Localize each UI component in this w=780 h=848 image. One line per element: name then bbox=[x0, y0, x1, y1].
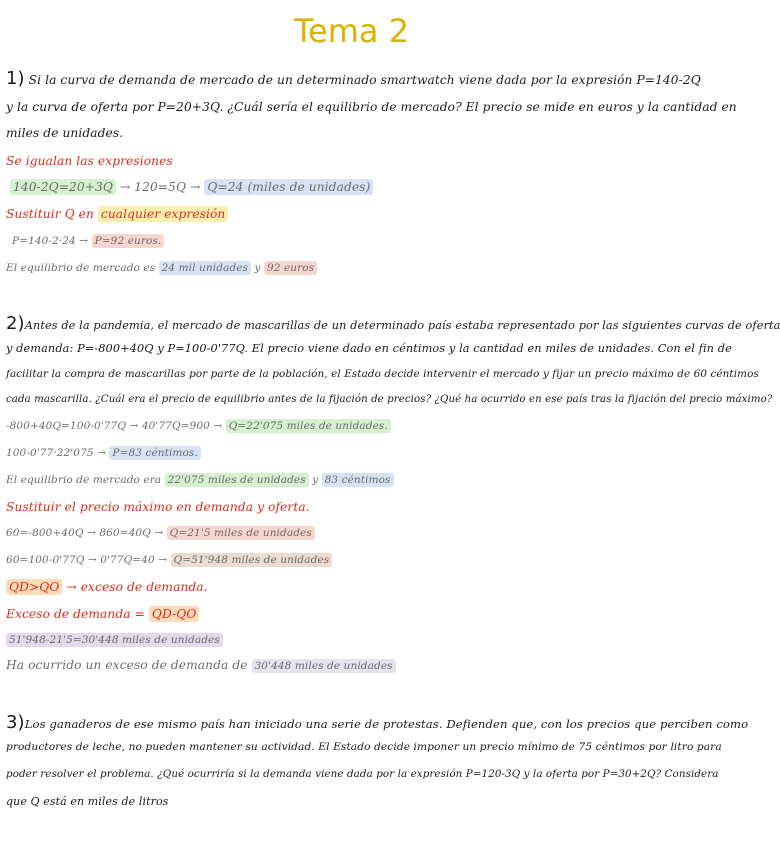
q1-concl-text: El equilibrio de mercado es bbox=[6, 262, 159, 274]
q3-number: 3) bbox=[6, 712, 25, 733]
q1-line3: miles de unidades. bbox=[6, 126, 124, 140]
q2-final bbox=[6, 658, 396, 672]
q2-line2: y demanda: P=-800+40Q y P=100-0'77Q. El precio viene dado en céntimos y la cantidad en miles de unidades. Con el fin de bbox=[6, 342, 732, 355]
q1-concl-and: y bbox=[251, 262, 264, 274]
q2-text-1: Antes de la pandemia, el mercado de mascarillas de un determinado país estaba representado por las siguientes curvas de oferta bbox=[24, 319, 780, 332]
q2-final-text: Ha ocurrido un exceso de demanda de bbox=[6, 658, 252, 672]
q1-line1 bbox=[6, 68, 701, 89]
q2-inequality bbox=[6, 580, 208, 594]
q1-line2: y la curva de oferta por P=20+3Q. ¿Cuál sería el equilibrio de mercado? El precio se mide en euros y la cantidad en bbox=[6, 100, 737, 114]
q1-step2-equation bbox=[12, 235, 164, 247]
q2-concl-price: 83 céntimos bbox=[322, 473, 394, 487]
q1-eq-equal-highlight: 140-2Q=20+3Q bbox=[10, 179, 116, 195]
q2-eq3 bbox=[6, 527, 315, 539]
q2-excess-highlight: QD-QO bbox=[149, 606, 200, 622]
q3-line2: productores de leche, no pueden mantener su actividad. El Estado decide imponer un precio mínimo de 75 céntimos por litro para bbox=[6, 741, 722, 753]
q1-conclusion bbox=[6, 262, 317, 274]
q2-eq1 bbox=[6, 420, 391, 432]
q2-excess-formula bbox=[6, 607, 199, 621]
q1-concl-price: 92 euros bbox=[264, 261, 317, 275]
q2-eq2-a: 100-0'77·22'075 → bbox=[6, 447, 110, 459]
q2-line4: cada mascarilla. ¿Cuál era el precio de equilibrio antes de la fijación de precios? ¿Qué ha ocurrido en ese país tras la fijación del precio máximo? bbox=[6, 394, 773, 405]
q2-eq4 bbox=[6, 554, 332, 566]
q2-step-label: Sustituir el precio máximo en demanda y oferta. bbox=[6, 500, 310, 514]
page-title: Tema 2 bbox=[293, 12, 410, 50]
q1-eq-mid: → 120=5Q → bbox=[116, 180, 205, 194]
q1-text-1: Si la curva de demanda de mercado de un determinado smartwatch viene dada por la expresión P=140-2Q bbox=[28, 73, 701, 87]
q2-concl-quantity: 22'075 miles de unidades bbox=[165, 473, 309, 487]
q1-step2-label-b: cualquier expresión bbox=[98, 206, 228, 222]
q3-text-1: Los ganaderos de ese mismo país han iniciado una serie de protestas. Defienden que, con los precios que perciben como bbox=[24, 717, 749, 731]
q2-eq4-q-result: Q=51'948 miles de unidades bbox=[171, 553, 333, 567]
q2-eq1-q-result: Q=22'075 miles de unidades. bbox=[226, 419, 391, 433]
q1-number: 1) bbox=[6, 68, 25, 89]
q2-eq5 bbox=[6, 634, 223, 646]
q3-line3: poder resolver el problema. ¿Qué ocurriría si la demanda viene dada por la expresión P=120-3Q y la oferta por P=30+2Q? Considera bbox=[6, 768, 719, 780]
q1-step2-label-a: Sustituir Q en bbox=[6, 207, 98, 221]
q3-line4: que Q está en miles de litros bbox=[6, 795, 169, 808]
q2-eq3-q-result: Q=21'5 miles de unidades bbox=[167, 526, 315, 540]
q2-concl-text: El equilibrio de mercado era bbox=[6, 474, 165, 486]
q2-concl-and: y bbox=[308, 474, 322, 486]
q2-ineq-highlight: QD>QO bbox=[6, 579, 62, 595]
q2-eq2 bbox=[6, 447, 201, 459]
q1-step1-label: Se igualan las expresiones bbox=[6, 154, 173, 168]
q1-p-result: P=92 euros. bbox=[92, 234, 165, 248]
q2-eq3-a: 60=-800+40Q → 860=40Q → bbox=[6, 527, 167, 539]
q2-line1 bbox=[6, 313, 780, 334]
q2-number: 2) bbox=[6, 313, 25, 334]
q2-eq5-highlight: 51'948-21'5=30'448 miles de unidades bbox=[6, 633, 223, 647]
q1-concl-quantity: 24 mil unidades bbox=[159, 261, 251, 275]
q2-conclusion bbox=[6, 474, 394, 486]
q2-eq2-p-result: P=83 céntimos. bbox=[109, 446, 200, 460]
q2-eq1-a: -800+40Q=100-0'77Q → 40'77Q=900 → bbox=[6, 420, 226, 432]
q1-eq-q-result: Q=24 (miles de unidades) bbox=[204, 179, 373, 195]
q2-final-result: 30'448 miles de unidades bbox=[252, 659, 396, 673]
q1-step2-label bbox=[6, 207, 228, 221]
q2-line3: facilitar la compra de mascarillas por parte de la población, el Estado decide intervenir el mercado y fijar un precio máximo de 60 céntimos bbox=[6, 368, 759, 380]
q2-ineq-text: → exceso de demanda. bbox=[62, 580, 208, 594]
q2-eq4-a: 60=100-0'77Q → 0'77Q=40 → bbox=[6, 554, 171, 566]
q1-step1-equation bbox=[10, 180, 373, 194]
q1-step2-eq-a: P=140-2·24 → bbox=[12, 235, 92, 247]
q3-line1 bbox=[6, 712, 748, 733]
q2-excess-label: Exceso de demanda = bbox=[6, 607, 149, 621]
